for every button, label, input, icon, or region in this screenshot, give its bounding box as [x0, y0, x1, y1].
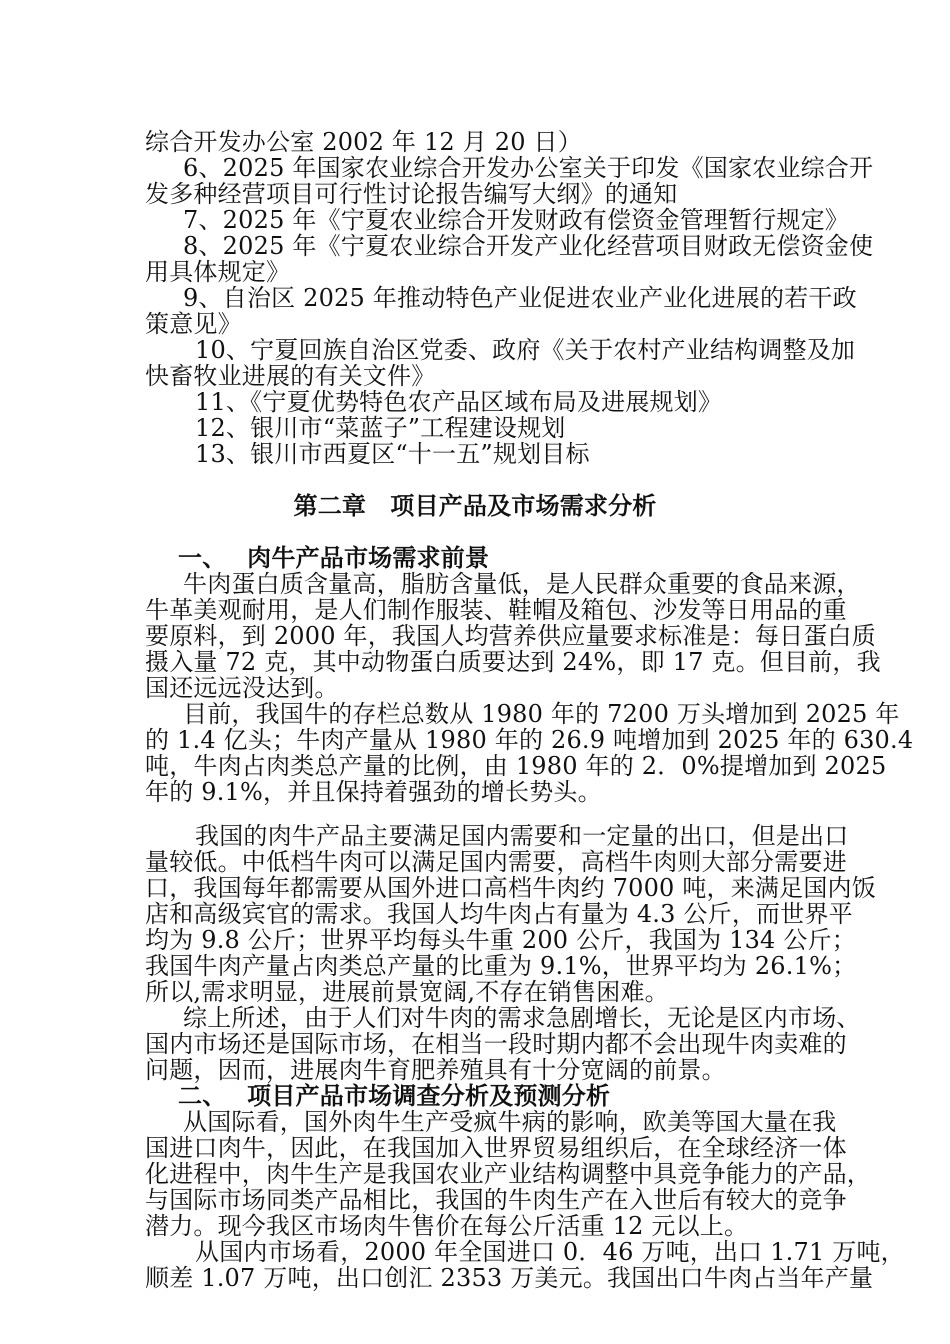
text-line: 7、2025 年《宁夏农业综合开发财政有偿资金管理暂行规定》	[183, 206, 849, 234]
text-line: 潜力。现今我区市场肉牛售价在每公斤活重 12 元以上。	[145, 1212, 749, 1240]
text-line: 综合开发办公室 2002 年 12 月 20 日）	[145, 128, 582, 156]
text-line: 11、《宁夏优势特色农产品区域布局及进展规划》	[195, 388, 723, 416]
text-line: 国还远远没达到。	[145, 674, 339, 702]
text-line: 均为 9.8 公斤；世界平均每头牛重 200 公斤，我国为 134 公斤；	[145, 926, 856, 954]
text-line: 与国际市场同类产品相比，我国的牛肉生产在入世后有较大的竞争	[145, 1186, 847, 1214]
text-line: 牛肉蛋白质含量高，脂肪含量低，是人民群众重要的食品来源，	[183, 570, 861, 598]
text-line: 摄入量 72 克，其中动物蛋白质要达到 24%，即 17 克。但目前，我	[145, 648, 881, 676]
text-line: 目前，我国牛的存栏总数从 1980 年的 7200 万头增加到 2025 年	[183, 700, 900, 728]
section-heading: 一、 肉牛产品市场需求前景	[178, 543, 490, 572]
text-line: 的 1.4 亿头；牛肉产量从 1980 年的 26.9 吨增加到 2025 年的 630.4	[145, 726, 914, 754]
text-line: 要原料，到 2000 年，我国人均营养供应量要求标准是：每日蛋白质	[145, 622, 876, 650]
chapter-heading: 第二章 项目产品及市场需求分析	[293, 491, 657, 520]
text-line: 所以,需求明显，进展前景宽阔,不存在销售困难。	[145, 978, 669, 1006]
text-line: 从国内市场看，2000 年全国进口 0．46 万吨，出口 1.71 万吨，	[195, 1238, 905, 1266]
text-line: 牛革美观耐用，是人们制作服装、鞋帽及箱包、沙发等日用品的重	[145, 596, 847, 624]
text-line: 从国际看，国外肉牛生产受疯牛病的影响，欧美等国大量在我	[183, 1108, 837, 1136]
text-line: 8、2025 年《宁夏农业综合开发产业化经营项目财政无偿资金使	[183, 232, 874, 260]
text-line: 我国牛肉产量占肉类总产量的比重为 9.1%，世界平均为 26.1%；	[145, 952, 857, 980]
text-line: 店和高级宾官的需求。我国人均牛肉占有量为 4.3 公斤，而世界平	[145, 900, 853, 928]
text-line: 12、银川市“菜蓝子”工程建设规划	[195, 414, 566, 442]
text-line: 顺差 1.07 万吨，出口创汇 2353 万美元。我国出口牛肉占当年产量	[145, 1264, 874, 1292]
section-heading: 二、 项目产品市场调查分析及预测分析	[178, 1081, 611, 1110]
text-line: 快畜牧业进展的有关文件》	[145, 362, 436, 390]
text-line: 年的 9.1%，并且保持着强劲的增长势头。	[145, 778, 602, 806]
text-line: 9、自治区 2025 年推动特色产业促进农业产业化进展的若干政	[183, 284, 857, 312]
text-line: 化进程中，肉牛生产是我国农业产业结构调整中具竞争能力的产品，	[145, 1160, 871, 1188]
text-line: 我国的肉牛产品主要满足国内需要和一定量的出口，但是出口	[195, 822, 849, 850]
text-line: 10、宁夏回族自治区党委、政府《关于农村产业结构调整及加	[195, 336, 856, 364]
text-line: 国进口肉牛，因此，在我国加入世界贸易组织后，在全球经济一体	[145, 1134, 847, 1162]
text-line: 13、银川市西夏区“十一五”规划目标	[195, 440, 590, 468]
text-line: 问题，因而，进展肉牛育肥养殖具有十分宽阔的前景。	[145, 1056, 726, 1084]
text-line: 量较低。中低档牛肉可以满足国内需要，高档牛肉则大部分需要进	[145, 848, 847, 876]
text-line: 综上所述，由于人们对牛肉的需求急剧增长，无论是区内市场、	[183, 1004, 861, 1032]
text-line: 6、2025 年国家农业综合开发办公室关于印发《国家农业综合开	[183, 154, 874, 182]
text-line: 国内市场还是国际市场，在相当一段时期内都不会出现牛肉卖难的	[145, 1030, 847, 1058]
text-line: 用具体规定》	[145, 258, 291, 286]
text-line: 策意见》	[145, 310, 242, 338]
text-line: 口，我国每年都需要从国外进口高档牛肉约 7000 吨，来满足国内饭	[145, 874, 876, 902]
text-line: 吨，牛肉占肉类总产量的比例，由 1980 年的 2．0%提增加到 2025	[145, 752, 887, 780]
text-line: 发多种经营项目可行性讨论报告编写大纲》的通知	[145, 180, 678, 208]
